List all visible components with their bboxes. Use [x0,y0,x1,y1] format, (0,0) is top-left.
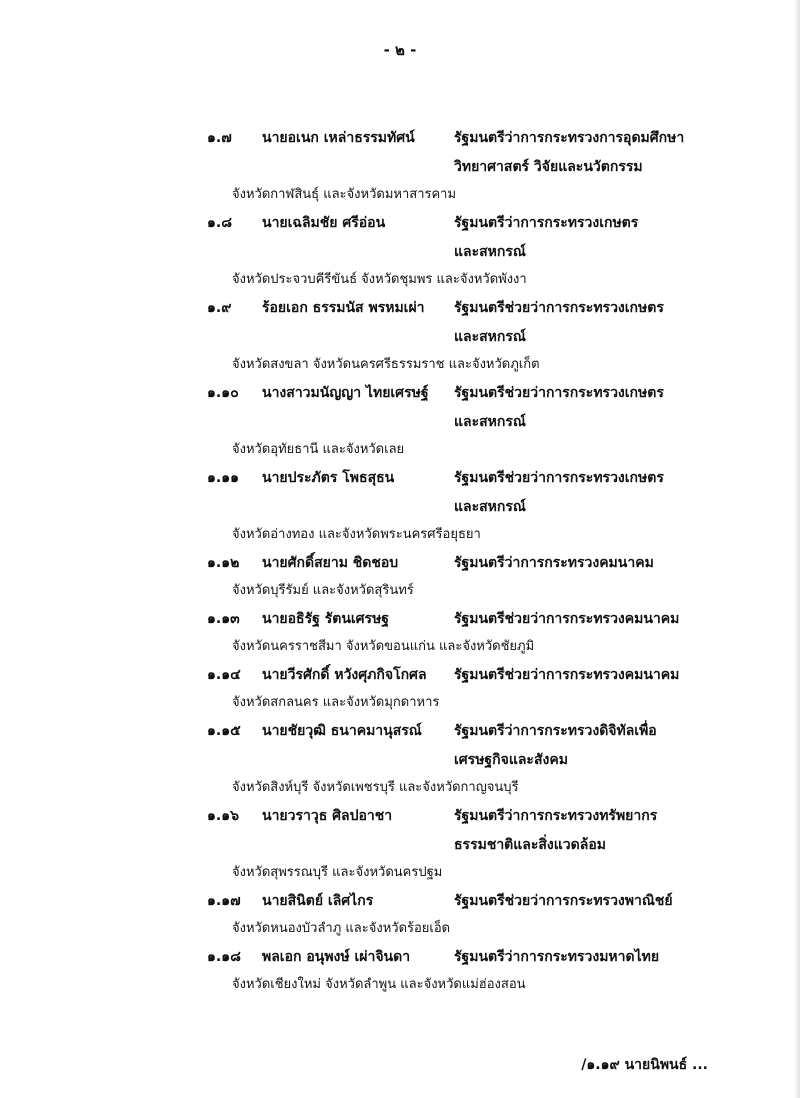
minister-position: รัฐมนตรีว่าการกระทรวงการอุดมศึกษา [454,130,685,146]
page-edge-shadow [794,0,800,1098]
continuation-footer: /๑.๑๙ นายนิพนธ์ ... [581,1057,708,1073]
entry-row [0,719,800,748]
minister-position: รัฐมนตรีว่าการกระทรวงคมนาคม [454,555,654,571]
minister-position: รัฐมนตรีช่วยว่าการกระทรวงเกษตร [454,385,664,401]
minister-name: นายศักดิ์สยาม ชิดชอบ [262,555,399,571]
minister-position: รัฐมนตรีว่าการกระทรวงทรัพยากร [454,808,658,824]
assigned-provinces: จังหวัดสกลนคร และจังหวัดมุกดาหาร [232,695,440,710]
minister-name: นายสินิตย์ เลิศไกร [262,893,374,909]
appointment-entry [0,804,800,889]
appointment-entry [0,945,800,1001]
assigned-provinces: จังหวัดเชียงใหม่ จังหวัดลำพูน และจังหวัดแม่ฮ่องสอน [232,977,526,992]
entry-row [0,748,800,777]
minister-position: วิทยาศาสตร์ วิจัยและนวัตกรรม [454,159,643,175]
entry-number: ๑.๑๕ [207,723,241,739]
minister-position: รัฐมนตรีช่วยว่าการกระทรวงพาณิชย์ [454,893,673,909]
minister-name: นางสาวมนัญญา ไทยเศรษฐ์ [262,385,429,401]
entry-number: ๑.๙ [207,300,232,316]
assigned-provinces: จังหวัดกาฬสินธุ์ และจังหวัดมหาสารคาม [232,187,457,202]
appointment-entry [0,296,800,381]
appointment-entry [0,551,800,607]
entry-number: ๑.๑๓ [207,611,240,627]
minister-position: และสหกรณ์ [454,414,526,430]
assigned-provinces: จังหวัดสุพรรณบุรี และจังหวัดนครปฐม [232,865,443,880]
minister-position: รัฐมนตรีช่วยว่าการกระทรวงเกษตร [454,470,664,486]
minister-name: นายประภัตร โพธสุธน [262,470,395,486]
appointment-entry [0,607,800,663]
minister-name: พลเอก อนุพงษ์ เผ่าจินดา [262,949,411,965]
entry-row [0,155,800,184]
minister-position: รัฐมนตรีช่วยว่าการกระทรวงคมนาคม [454,667,680,683]
entry-row [0,381,800,410]
entry-row [0,211,800,240]
entry-row [0,466,800,495]
assigned-provinces: จังหวัดสิงห์บุรี จังหวัดเพชรบุรี และจังหวัดกาญจนบุรี [232,780,519,795]
appointment-entry [0,211,800,296]
minister-position: รัฐมนตรีว่าการกระทรวงเกษตร [454,215,639,231]
appointment-entry [0,126,800,211]
entry-number: ๑.๗ [207,130,232,146]
entry-number: ๑.๑๔ [207,667,241,683]
assigned-provinces: จังหวัดนครราชสีมา จังหวัดขอนแก่น และจังหวัดชัยภูมิ [232,639,535,654]
minister-position: รัฐมนตรีว่าการกระทรวงดิจิทัลเพื่อ [454,723,657,739]
entry-row [0,833,800,862]
minister-position: เศรษฐกิจและสังคม [454,752,568,768]
minister-position: รัฐมนตรีว่าการกระทรวงมหาดไทย [454,949,660,965]
entry-row [0,945,800,974]
minister-name: นายวีรศักดิ์ หวังศุภกิจโกศล [262,667,427,683]
appointment-list [0,126,800,1001]
minister-name: ร้อยเอก ธรรมนัส พรหมเผ่า [262,300,425,316]
assigned-provinces: จังหวัดอุทัยธานี และจังหวัดเลย [232,442,405,457]
entry-number: ๑.๘ [207,215,233,231]
entry-row [0,889,800,918]
entry-row [0,325,800,354]
entry-number: ๑.๑๖ [207,808,239,824]
entry-number: ๑.๑๐ [207,385,239,401]
appointment-entry [0,719,800,804]
minister-position: รัฐมนตรีช่วยว่าการกระทรวงเกษตร [454,300,664,316]
assigned-provinces: จังหวัดอ่างทอง และจังหวัดพระนครศรีอยุธยา [232,527,481,542]
minister-name: นายชัยวุฒิ ธนาคมานุสรณ์ [262,723,422,739]
entry-number: ๑.๑๑ [207,470,239,486]
minister-name: นายวราวุธ ศิลปอาชา [262,808,393,824]
appointment-entry [0,663,800,719]
assigned-provinces: จังหวัดสงขลา จังหวัดนครศรีธรรมราช และจังหวัดภูเก็ต [232,357,540,372]
entry-row [0,296,800,325]
entry-row [0,804,800,833]
minister-name: นายอเนก เหล่าธรรมทัศน์ [262,130,415,146]
minister-name: นายเฉลิมชัย ศรีอ่อน [262,215,386,231]
assigned-provinces: จังหวัดประจวบคีรีขันธ์ จังหวัดชุมพร และจังหวัดพังงา [232,272,527,287]
assigned-provinces: จังหวัดบุรีรัมย์ และจังหวัดสุรินทร์ [232,583,414,598]
appointment-entry [0,381,800,466]
appointment-entry [0,889,800,945]
appointment-entry [0,466,800,551]
entry-row [0,663,800,692]
entry-number: ๑.๑๗ [207,893,241,909]
entry-row [0,607,800,636]
page-number: - ๒ - [383,41,417,59]
entry-number: ๑.๑๒ [207,555,240,571]
minister-position: และสหกรณ์ [454,244,526,260]
entry-row [0,410,800,439]
minister-name: นายอธิรัฐ รัตนเศรษฐ [262,611,390,627]
minister-position: ธรรมชาติและสิ่งแวดล้อม [454,837,606,853]
entry-row [0,126,800,155]
entry-row [0,240,800,269]
entry-row [0,495,800,524]
minister-position: และสหกรณ์ [454,499,526,515]
entry-row [0,551,800,580]
assigned-provinces: จังหวัดหนองบัวลำภู และจังหวัดร้อยเอ็ด [232,921,451,936]
minister-position: และสหกรณ์ [454,329,526,345]
entry-number: ๑.๑๘ [207,949,241,965]
minister-position: รัฐมนตรีช่วยว่าการกระทรวงคมนาคม [454,611,680,627]
